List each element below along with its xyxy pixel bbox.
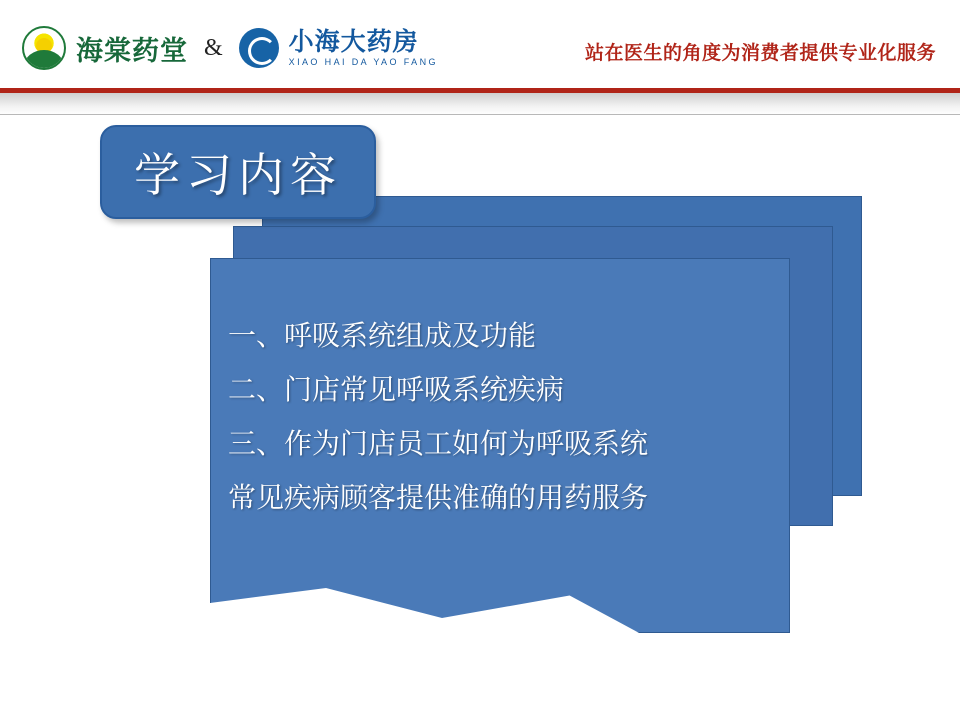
circle-swoosh-icon xyxy=(239,28,279,68)
brand-logo-group xyxy=(22,26,438,70)
logo-secondary-label: 小海大药房 xyxy=(288,26,419,56)
list-item: 一、呼吸系统组成及功能 xyxy=(228,319,537,352)
slide-title-badge xyxy=(100,125,376,219)
logo-secondary-pinyin: XIAO HAI DA YAO FANG xyxy=(288,57,438,68)
list-item: 常见疾病顾客提供准确的用药服务 xyxy=(228,481,649,514)
slide-header xyxy=(0,0,960,88)
logo-primary-label: 海棠药堂 xyxy=(76,35,188,67)
footer-bar xyxy=(0,694,960,720)
page-title: 学习内容 xyxy=(134,148,342,202)
ampersand-label: & xyxy=(204,34,223,61)
sunrise-wave-icon xyxy=(22,26,66,70)
logo-secondary-block xyxy=(288,26,438,68)
list-item: 二、门店常见呼吸系统疾病 xyxy=(228,373,565,406)
list-item: 三、作为门店员工如何为呼吸系统 xyxy=(228,427,649,460)
content-list xyxy=(228,319,788,514)
header-gradient-rule xyxy=(0,93,960,115)
header-slogan: 站在医生的角度为消费者提供专业化服务 xyxy=(584,42,936,64)
